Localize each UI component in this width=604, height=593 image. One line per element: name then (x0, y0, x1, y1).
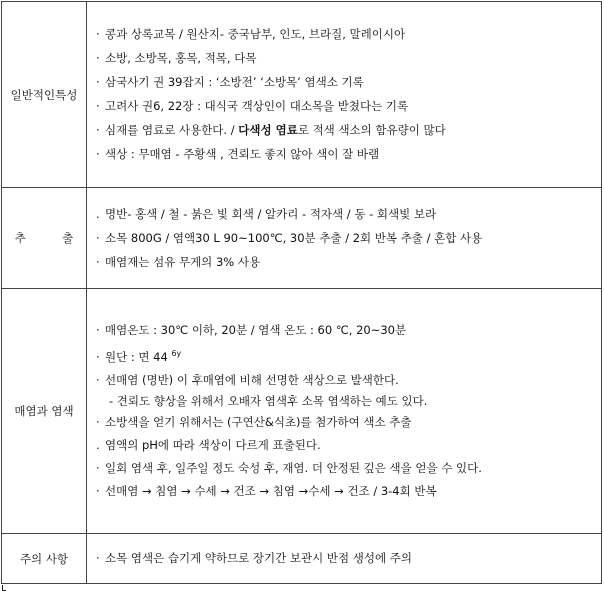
text-line (96, 394, 601, 409)
line-text: 심재를 염료로 사용한다. / (105, 123, 239, 137)
line-text: 일회 염색 후, 일주일 정도 숙성 후, 재염. 더 안정된 깊은 색을 얻을 수 있다. (105, 460, 482, 475)
row-mordant-dyeing (2, 289, 602, 534)
text-line (96, 373, 601, 388)
bullet: · (96, 414, 100, 429)
bullet: · (96, 147, 100, 161)
text-line (96, 75, 601, 90)
row-header: 주의 사항 (2, 534, 87, 584)
bullet: · (96, 323, 100, 338)
bullet: . (96, 206, 100, 221)
line-text: 선매염 → 침염 → 수세 → 건조 → 침염 →수세 → 건조 / 3-4회 반복 (105, 483, 437, 498)
line-text: 명반- 홍색 / 철 - 붉은 빛 회색 / 알카리 - 적자색 / 동 - 회색빛 보라 (105, 206, 437, 221)
text-line (96, 438, 601, 453)
row-body (87, 188, 602, 289)
text-line (96, 147, 601, 162)
line-text: 로 적색 색소의 함유량이 많다 (297, 123, 446, 137)
text-line (96, 551, 601, 566)
text-line (96, 346, 601, 365)
bullet: · (96, 372, 100, 387)
bullet: · (96, 27, 100, 41)
line-text: 매염온도 : 30℃ 이하, 20분 / 염색 온도 : 60 ℃, 20~30분 (105, 323, 407, 338)
text-line (96, 484, 601, 499)
line-text: 소방, 소방목, 홍목, 적목, 다목 (105, 51, 257, 65)
bullet: · (96, 551, 100, 565)
bullet: · (96, 123, 100, 137)
line-text: 고려사 권6, 22장 : 대식국 객상인이 대소목을 받쳤다는 기록 (105, 99, 409, 113)
text-line (96, 123, 601, 138)
row-header: 추 출 (2, 188, 87, 289)
line-text: 염액의 pH에 따라 색상이 다르게 표출된다. (105, 437, 321, 452)
text-line (96, 27, 601, 42)
bullet: · (96, 51, 100, 65)
line-text: 매염재는 섬유 무게의 3% 사용 (105, 254, 261, 269)
line-text: 콩과 상록교목 / 원산지- 중국남부, 인도, 브라질, 말레이시아 (105, 27, 406, 41)
text-line (96, 461, 601, 476)
bold-term: 다색성 염료 (238, 123, 298, 137)
row-body (87, 534, 602, 584)
text-line (96, 415, 601, 430)
line-text: 소방색을 얻기 위해서는 (구연산&식초)를 첨가하여 색소 추출 (105, 414, 412, 429)
row-caution (2, 534, 602, 584)
line-text: 색상 : 무매염 - 주황색 , 견뢰도 좋지 않아 색이 잘 바램 (105, 147, 380, 161)
bullet: · (96, 230, 100, 245)
bullet: · (96, 460, 100, 475)
line-text: - 견뢰도 향상을 위해서 오배자 염색후 소목 염색하는 예도 있다. (109, 393, 428, 408)
text-line (96, 51, 601, 66)
row-body (87, 2, 602, 188)
row-header: 매염과 염색 (2, 289, 87, 534)
row-general (2, 2, 602, 188)
line-text: 소목 염색은 습기게 약하므로 장기간 보관시 반점 생성에 주의 (105, 551, 412, 565)
line-text: 소목 800G / 염액30 L 90~100℃, 30분 추출 / 2회 반복 추출 / 혼합 사용 (105, 230, 483, 245)
text-line (96, 207, 601, 222)
bullet: . (96, 437, 100, 452)
info-table (1, 1, 602, 584)
row-header: 일반적인특성 (2, 2, 87, 188)
bullet: · (96, 99, 100, 113)
superscript: 6y (171, 349, 182, 359)
line-text: 선매염 (명반) 이 후매염에 비해 선명한 색상으로 발색한다. (105, 372, 399, 387)
text-line (96, 99, 601, 114)
text-line (96, 323, 601, 338)
bullet: · (96, 254, 100, 269)
text-line (96, 231, 601, 246)
text-line (96, 255, 601, 270)
bullet: · (96, 349, 100, 364)
bullet: · (96, 75, 100, 89)
line-text: 원단 : 면 44 (105, 349, 172, 364)
corner-mark (2, 585, 6, 591)
row-body (87, 289, 602, 534)
bullet: · (96, 483, 100, 498)
row-extraction (2, 188, 602, 289)
line-text: 삼국사기 권 39잡지 : ‘소방전’ ‘소방목’ 염색소 기록 (105, 75, 364, 89)
